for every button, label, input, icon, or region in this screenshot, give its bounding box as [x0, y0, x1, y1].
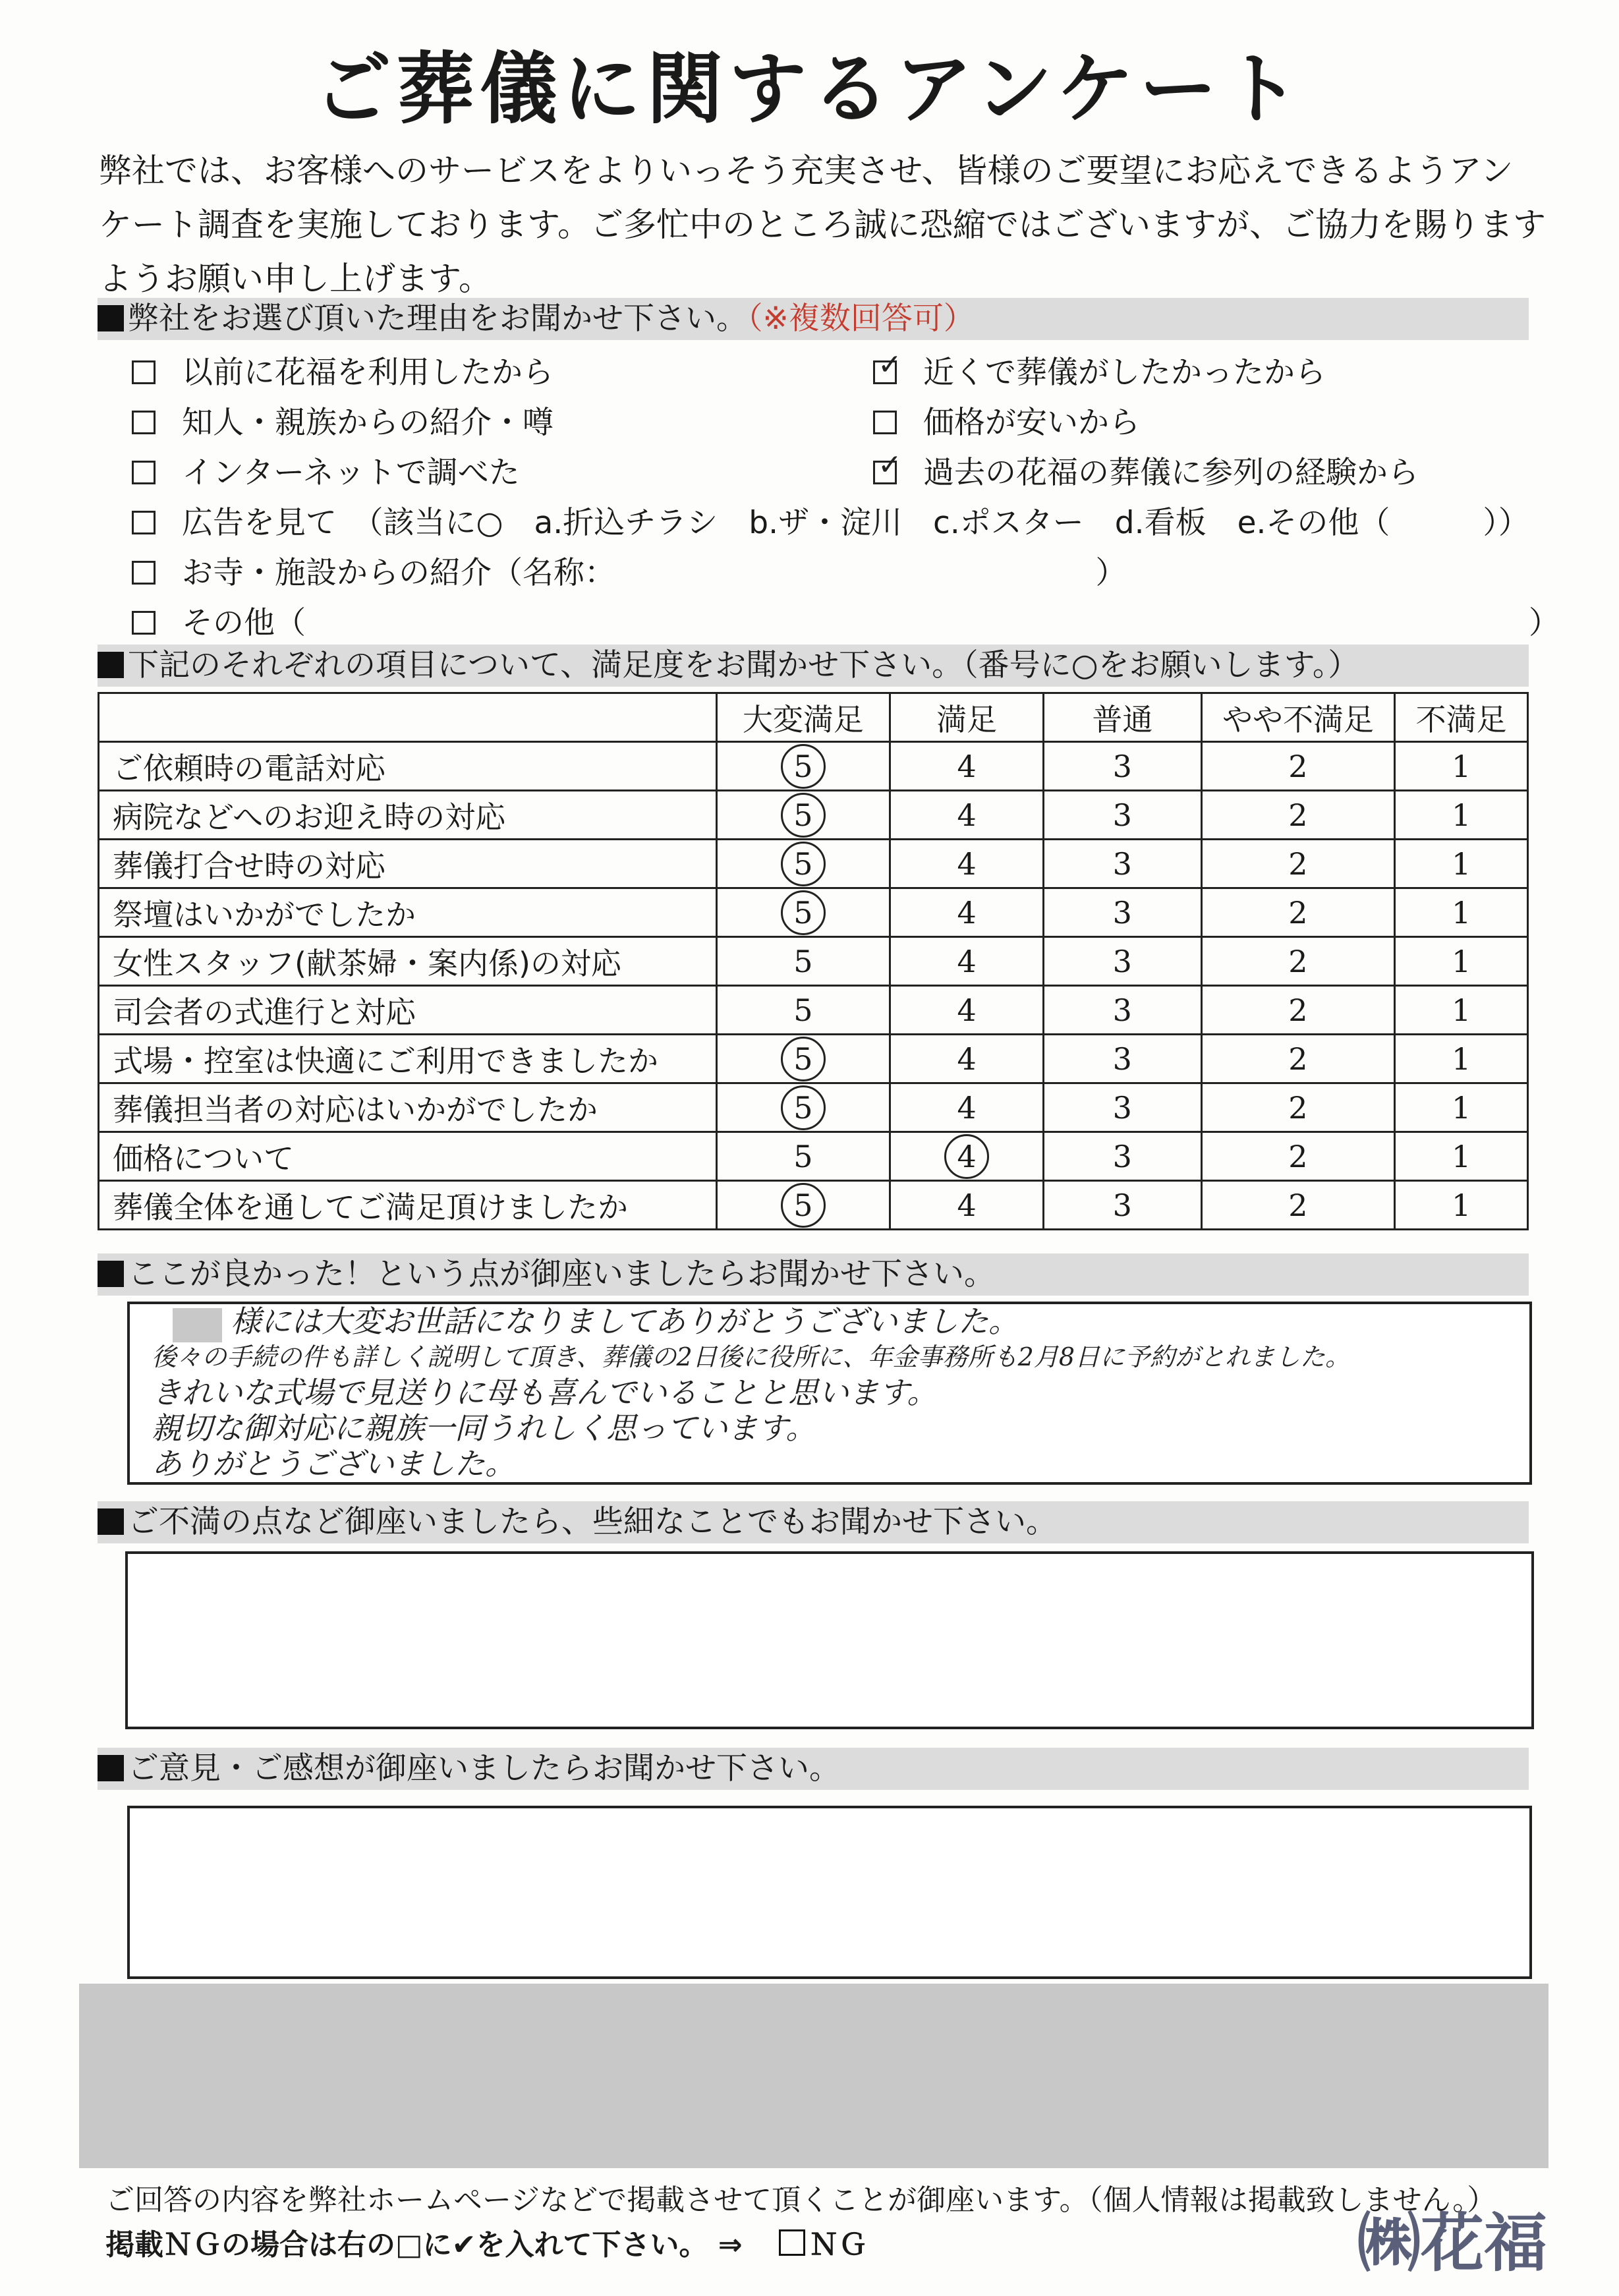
circled-score: 5	[781, 1085, 826, 1130]
score-cell[interactable]	[716, 1035, 890, 1083]
score-value: 3	[1112, 797, 1132, 833]
table-row	[99, 937, 1528, 986]
question-label: 司会者の式進行と対応	[99, 986, 717, 1035]
handwritten-line: 後々の手続の件も詳しく説明して頂き、葬儀の2日後に役所に、年金事務所も2月8日に予約がとれました。	[152, 1342, 1351, 1371]
score-value: 1	[1451, 1187, 1471, 1223]
section-heading-opinions	[98, 1748, 1529, 1790]
score-value: 3	[1112, 1041, 1132, 1077]
score-value: 1	[1451, 1138, 1471, 1174]
satisfaction-table	[98, 692, 1529, 1230]
question-label: 女性スタッフ(献茶婦・案内係)の対応	[99, 937, 717, 986]
question-label: 価格について	[99, 1132, 717, 1181]
other-close-paren: ）	[1529, 605, 1560, 641]
score-cell[interactable]	[1043, 888, 1201, 937]
score-cell[interactable]	[716, 888, 890, 937]
score-cell[interactable]	[716, 840, 890, 888]
table-row	[99, 1132, 1528, 1181]
score-cell[interactable]	[716, 937, 890, 986]
footer-ng-instruction: 掲載ＮＧの場合は右の□に✔を入れて下さい。 ⇒ ＮＧ	[105, 2228, 867, 2262]
score-value: 1	[1451, 846, 1471, 882]
score-cell[interactable]	[716, 1083, 890, 1132]
score-cell[interactable]	[1395, 937, 1528, 986]
score-cell[interactable]	[1201, 1132, 1395, 1181]
score-value: 2	[1288, 943, 1308, 979]
score-value: 3	[1112, 1089, 1132, 1126]
checkbox[interactable]	[873, 411, 897, 434]
section-heading-text: ご不満の点など御座いましたら、些細なことでもお聞かせ下さい。	[128, 1504, 1057, 1540]
circled-score: 5	[781, 890, 826, 935]
score-cell[interactable]	[1201, 791, 1395, 840]
score-value: 2	[1288, 1041, 1308, 1077]
column-header: やや不満足	[1201, 693, 1395, 742]
handwritten-line: ありがとうございました。	[152, 1446, 515, 1481]
opinions-answer-box[interactable]	[127, 1806, 1532, 1979]
score-cell[interactable]	[1043, 840, 1201, 888]
score-value: 3	[1112, 894, 1132, 931]
score-cell[interactable]	[890, 1035, 1044, 1083]
company-logo: ㈱花福	[1357, 2206, 1547, 2280]
intro-line: 弊社では、お客様へのサービスをよりいっそう充実させ、皆様のご要望にお応えできるようアン	[99, 152, 1514, 190]
circled-score: 5	[781, 793, 826, 838]
question-label: 葬儀全体を通してご満足頂けましたか	[99, 1181, 717, 1230]
section-heading-text: ここが良かった！という点が御座いましたらお聞かせ下さい。	[128, 1256, 995, 1292]
bullet-square-icon	[98, 305, 124, 331]
score-cell[interactable]	[1395, 986, 1528, 1035]
reason-option[interactable]: 以前に花福を利用したから	[132, 348, 554, 392]
score-cell[interactable]	[716, 1181, 890, 1230]
score-cell[interactable]	[1395, 1035, 1528, 1083]
reason-option[interactable]: ✓ 過去の花福の葬儀に参列の経験から	[873, 448, 1419, 492]
score-value: 3	[1112, 992, 1132, 1028]
score-cell[interactable]	[1395, 1083, 1528, 1132]
question-label: ご依頼時の電話対応	[99, 742, 717, 791]
score-value: 4	[957, 846, 977, 882]
score-value: 2	[1288, 748, 1308, 784]
score-cell[interactable]	[890, 1181, 1044, 1230]
score-cell[interactable]	[1201, 1035, 1395, 1083]
checkbox-checked[interactable]	[873, 360, 897, 384]
score-cell[interactable]	[1395, 791, 1528, 840]
reason-option[interactable]: その他（	[132, 598, 306, 643]
score-cell[interactable]	[1043, 1083, 1201, 1132]
score-cell[interactable]	[1201, 888, 1395, 937]
table-row	[99, 1035, 1528, 1083]
score-cell[interactable]	[716, 1132, 890, 1181]
intro-text	[99, 144, 1548, 306]
score-value: 3	[1112, 748, 1132, 784]
score-value: 4	[957, 1089, 977, 1126]
score-cell[interactable]	[716, 791, 890, 840]
score-value: 4	[957, 797, 977, 833]
score-value: 5	[793, 1138, 813, 1174]
score-cell[interactable]	[1043, 1132, 1201, 1181]
table-row	[99, 791, 1528, 840]
circled-score: 5	[781, 744, 826, 789]
handwritten-line: 親切な御対応に親族一同うれしく思っています。	[152, 1410, 816, 1446]
intro-line: ケート調査を実施しております。ご多忙中のところ誠に恐縮ではございますが、ご協力を賜ります	[99, 206, 1546, 244]
redacted-area	[79, 1984, 1548, 2168]
score-value: 5	[793, 943, 813, 979]
score-value: 1	[1451, 1089, 1471, 1126]
score-value: 5	[793, 992, 813, 1028]
score-cell[interactable]	[1043, 742, 1201, 791]
score-value: 4	[957, 894, 977, 931]
checkbox-checked[interactable]	[873, 461, 897, 484]
question-label: 式場・控室は快適にご利用できましたか	[99, 1035, 717, 1083]
score-value: 2	[1288, 797, 1308, 833]
bullet-square-icon	[98, 1755, 124, 1781]
section-heading-text: 弊社をお選び頂いた理由をお聞かせ下さい。	[128, 301, 747, 337]
reason-option[interactable]: お寺・施設からの紹介（名称： ）	[132, 548, 1127, 592]
score-cell[interactable]	[890, 937, 1044, 986]
score-cell[interactable]	[1395, 840, 1528, 888]
score-value: 2	[1288, 846, 1308, 882]
section-heading-text: ご意見・ご感想が御座いましたらお聞かせ下さい。	[128, 1750, 840, 1787]
column-header: 普通	[1043, 693, 1201, 742]
bullet-square-icon	[98, 652, 124, 678]
reason-option[interactable]: 価格が安いから	[873, 398, 1140, 442]
reason-option[interactable]: インターネットで調べた	[132, 448, 520, 492]
intro-line: ようお願い申し上げます。	[99, 260, 492, 298]
table-row	[99, 840, 1528, 888]
score-value: 1	[1451, 943, 1471, 979]
checkbox[interactable]	[132, 360, 156, 384]
ng-option[interactable]: ＮＧ	[779, 2228, 867, 2262]
score-cell[interactable]	[1043, 791, 1201, 840]
column-header: 満足	[890, 693, 1044, 742]
score-value: 4	[957, 943, 977, 979]
score-cell[interactable]	[1201, 986, 1395, 1035]
score-cell[interactable]	[716, 742, 890, 791]
question-label: 祭壇はいかがでしたか	[99, 888, 717, 937]
section-heading-complaints	[98, 1501, 1529, 1543]
score-cell[interactable]	[1395, 1181, 1528, 1230]
reason-option[interactable]: 広告を見て （該当に○ a.折込チラシ b.ザ・淀川 c.ポスター d.看板 e.その他（ ））	[132, 498, 1529, 542]
multiple-answer-note: （※複数回答可）	[747, 301, 975, 337]
score-cell[interactable]	[1043, 1035, 1201, 1083]
section-heading-satisfaction	[98, 645, 1529, 687]
checkbox[interactable]	[132, 511, 156, 534]
question-label: 葬儀担当者の対応はいかがでしたか	[99, 1083, 717, 1132]
score-cell[interactable]	[1201, 1083, 1395, 1132]
score-cell[interactable]	[1201, 1181, 1395, 1230]
score-value: 4	[957, 1041, 977, 1077]
table-row	[99, 986, 1528, 1035]
score-value: 3	[1112, 1187, 1132, 1223]
table-row	[99, 888, 1528, 937]
handwritten-line: 様には大変お世話になりましてありがとうございました。	[231, 1304, 1019, 1339]
section-heading-reasons	[98, 298, 1529, 340]
score-value: 2	[1288, 1089, 1308, 1126]
score-cell[interactable]	[1395, 888, 1528, 937]
page-title: ご葬儀に関するアンケート	[314, 43, 1305, 134]
score-cell[interactable]	[1043, 986, 1201, 1035]
score-cell[interactable]	[1201, 937, 1395, 986]
score-value: 4	[957, 748, 977, 784]
score-cell[interactable]	[890, 742, 1044, 791]
score-cell[interactable]	[1043, 1181, 1201, 1230]
handwritten-line: きれいな式場で見送りに母も喜んでいることと思います。	[152, 1375, 938, 1410]
checkbox[interactable]	[132, 611, 156, 635]
section-heading-text: 下記のそれぞれの項目について、満足度をお聞かせ下さい。（番号に○をお願いします。）	[128, 647, 1359, 683]
question-label: 葬儀打合せ時の対応	[99, 840, 717, 888]
score-value: 1	[1451, 748, 1471, 784]
score-cell[interactable]	[890, 1132, 1044, 1181]
score-value: 1	[1451, 894, 1471, 931]
table-row	[99, 742, 1528, 791]
circled-score: 5	[781, 842, 826, 886]
score-cell[interactable]	[1395, 1132, 1528, 1181]
score-cell[interactable]	[1043, 937, 1201, 986]
score-value: 1	[1451, 1041, 1471, 1077]
score-cell[interactable]	[890, 888, 1044, 937]
table-header-row	[99, 693, 1528, 742]
score-value: 4	[957, 1187, 977, 1223]
score-cell[interactable]	[890, 1083, 1044, 1132]
score-value: 1	[1451, 992, 1471, 1028]
bullet-square-icon	[98, 1508, 124, 1535]
table-row	[99, 1181, 1528, 1230]
complaints-answer-box[interactable]	[125, 1551, 1534, 1729]
score-cell[interactable]	[890, 986, 1044, 1035]
reason-option[interactable]: 知人・親族からの紹介・噂	[132, 398, 554, 442]
section-heading-good-points	[98, 1253, 1529, 1296]
score-cell[interactable]	[890, 840, 1044, 888]
checkbox[interactable]	[132, 461, 156, 484]
score-cell[interactable]	[890, 791, 1044, 840]
score-cell[interactable]	[1395, 742, 1528, 791]
ng-checkbox[interactable]	[779, 2229, 805, 2256]
score-value: 3	[1112, 846, 1132, 882]
reason-option[interactable]: ✓ 近くで葬儀がしたかったから	[873, 348, 1326, 392]
score-value: 4	[957, 992, 977, 1028]
circled-score: 4	[944, 1134, 989, 1179]
score-value: 2	[1288, 992, 1308, 1028]
table-row	[99, 1083, 1528, 1132]
circled-score: 5	[781, 1183, 826, 1228]
column-header: 不満足	[1395, 693, 1528, 742]
column-header: 大変満足	[716, 693, 890, 742]
checkbox[interactable]	[132, 561, 156, 585]
checkbox[interactable]	[132, 411, 156, 434]
score-cell[interactable]	[716, 986, 890, 1035]
score-cell[interactable]	[1201, 742, 1395, 791]
score-value: 3	[1112, 1138, 1132, 1174]
bullet-square-icon	[98, 1261, 124, 1287]
footer-notice: ご回答の内容を弊社ホームページなどで掲載させて頂くことが御座います。（個人情報は掲載致しません。）	[105, 2183, 1496, 2217]
score-cell[interactable]	[1201, 840, 1395, 888]
table-header-empty	[99, 693, 717, 742]
score-value: 2	[1288, 1138, 1308, 1174]
circled-score: 5	[781, 1037, 826, 1081]
handwritten-answer	[152, 1304, 1535, 1481]
score-value: 2	[1288, 1187, 1308, 1223]
score-value: 2	[1288, 894, 1308, 931]
score-value: 3	[1112, 943, 1132, 979]
score-value: 1	[1451, 797, 1471, 833]
question-label: 病院などへのお迎え時の対応	[99, 791, 717, 840]
